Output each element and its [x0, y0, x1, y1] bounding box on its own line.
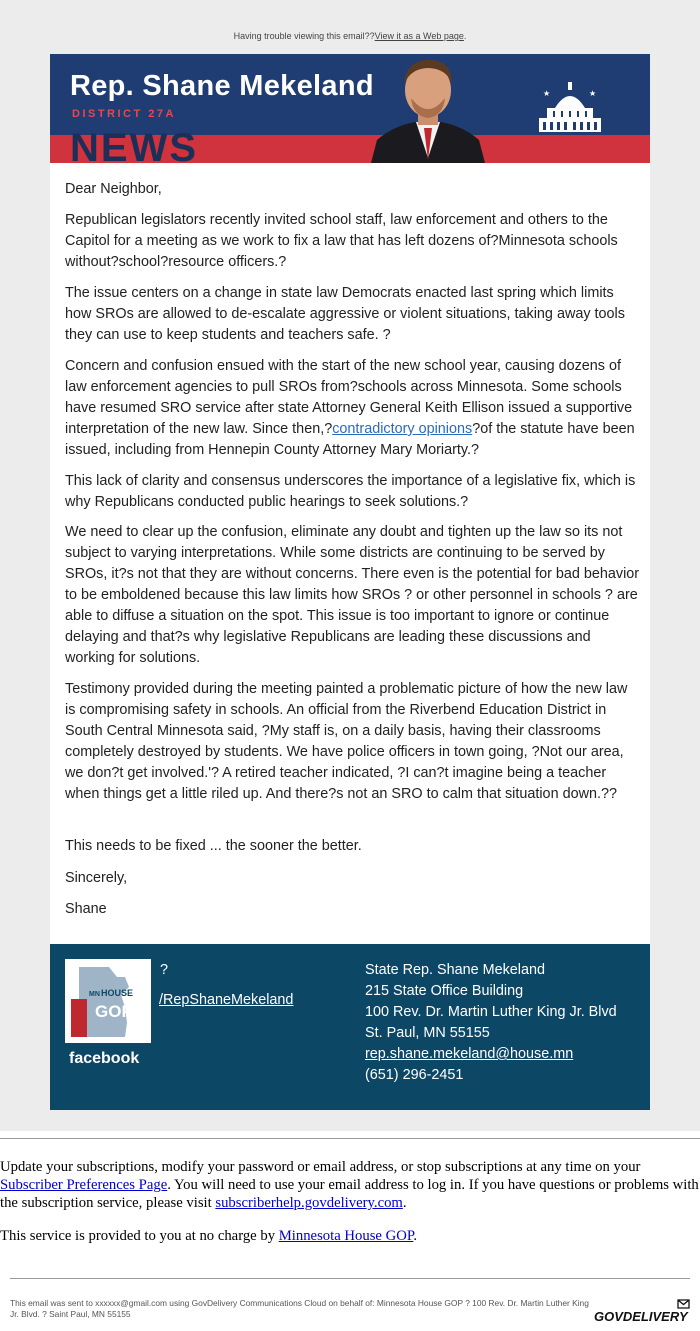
svg-text:★: ★: [589, 89, 597, 98]
envelope-icon: [678, 1300, 689, 1308]
service-text-end: .: [413, 1228, 418, 1244]
email-body: [50, 163, 650, 944]
paragraph-4: This lack of clarity and consensus underscores the importance of a legislative fix, which is why Republicans conducted public hearings to seek solutions.?: [65, 473, 636, 510]
facebook-question-mark: ?: [160, 962, 169, 978]
banner-news-word: NEWS: [70, 126, 198, 163]
divider-bottom: [10, 1278, 690, 1279]
contradictory-opinions-link[interactable]: contradictory opinions: [332, 421, 473, 437]
subscription-text-end: .: [402, 1195, 407, 1211]
greeting: Dear Neighbor,: [65, 181, 162, 197]
signature: Shane: [65, 901, 107, 917]
divider-top: [0, 1138, 700, 1139]
service-text: This service is provided to you at no charge by: [0, 1228, 279, 1244]
facebook-wordmark: facebook: [69, 1050, 140, 1067]
paragraph-5: We need to clear up the confusion, eliminate any doubt and tighten up the law so its not subject to varying interpretations. While some districts are continuing to be served by SROs, it?s not that they are without concerns. There even is the potential for bad behavior to be emboldened because this law limits how SROs ? or other personnel in schools ? are able to diffuse a situation on the spot. This issue is too important to ignore or continue delaying and that?s why legislative Republicans are leading these discussions and working for solutions.: [65, 524, 640, 666]
paragraph-3-text: Concern and confusion ensued with the start of the new school year, causing dozens of law enforcement agencies to pull SROs from?schools across Minnesota. Some schools have resumed SRO service after state Attorney General Keith Ellison issued a supportive interpretation of the new law. Since then,?: [65, 358, 633, 437]
office-address: [365, 960, 617, 1086]
banner-rep-name: Rep. Shane Mekeland: [70, 70, 374, 102]
paragraph-3: [65, 356, 640, 461]
view-online-suffix: .: [463, 31, 467, 41]
address-line-street: 100 Rev. Dr. Martin Luther King Jr. Blvd: [365, 1004, 617, 1020]
view-online-text: Having trouble viewing this email??: [233, 31, 375, 41]
view-online-note: [0, 31, 700, 41]
representative-portrait: [363, 54, 493, 163]
capitol-building-icon: [537, 82, 603, 134]
paragraph-6: Testimony provided during the meeting painted a problematic picture of how the new law is compromising safety in schools. An official from the Riverbend Education District in South Central Minnesota said, ?My staff is, on a daily basis, having their classrooms completely destroyed by students. We have police officers in town going, ?Not our area, we don?t get involved.'? A retired teacher indicated, ?I can?t imagine being a teacher when things get a little riled up. And there?s not an SRO to calm that situation down.??: [65, 681, 628, 802]
paragraph-1: Republican legislators recently invited school staff, law enforcement and others to the Capitol for a meeting as we work to fix a law that has left dozens of?Minnesota schools without?school?resource officers.?: [65, 212, 618, 270]
paragraph-2: The issue centers on a change in state law Democrats enacted last spring which limits how SROs are allowed to de-escalate aggressive or violent situations, taking away tools they can use to keep students and teachers safe. ?: [65, 285, 625, 343]
address-line-building: 215 State Office Building: [365, 983, 524, 999]
minnesota-house-gop-link[interactable]: Minnesota House GOP: [278, 1228, 414, 1244]
service-notice: [0, 1227, 700, 1245]
paragraph-3-text-end: ?of the statute have been issued, including from Hennepin County Attorney Mary Moriarty.?: [65, 421, 635, 458]
facebook-page-logo[interactable]: [65, 959, 151, 1071]
logo-house-text: HOUSE: [101, 988, 134, 998]
address-line-name: State Rep. Shane Mekeland: [365, 962, 546, 978]
address-line-city: St. Paul, MN 55155: [365, 1025, 490, 1041]
facebook-handle-link[interactable]: /RepShaneMekeland: [159, 992, 294, 1008]
closing: Sincerely,: [65, 870, 128, 886]
subscription-text: Update your subscriptions, modify your password or email address, or stop subscriptions at any time on your: [0, 1159, 641, 1175]
phone-number: (651) 296-2451: [365, 1067, 464, 1083]
email-link[interactable]: rep.shane.mekeland@house.mn: [365, 1046, 574, 1062]
newsletter-banner: [50, 54, 650, 163]
paragraph-7: This needs to be fixed ... the sooner the better.: [65, 838, 362, 854]
subscriberhelp-link[interactable]: subscriberhelp.govdelivery.com: [215, 1195, 403, 1211]
subscriber-preferences-link[interactable]: Subscriber Preferences Page: [0, 1177, 168, 1193]
contact-footer: [50, 944, 650, 1110]
view-as-web-page-link[interactable]: View it as a Web page: [374, 31, 464, 41]
subscription-info: [0, 1158, 700, 1212]
logo-gop-text: GOP: [95, 1002, 133, 1021]
logo-mn-text: MN: [89, 991, 100, 998]
govdelivery-logo[interactable]: [592, 1298, 692, 1324]
svg-text:★: ★: [543, 89, 551, 98]
subscription-text-2: . You will need to use your email address to log in. If you have questions or problems with the subscription service, please visit: [0, 1177, 699, 1211]
legal-notice: This email was sent to xxxxxx@gmail.com using GovDelivery Communications Cloud on behalf of: Minnesota House GOP ? 100 Rev. Dr. Martin Luther King Jr. Blvd. ? Saint Paul, MN 55155: [10, 1298, 589, 1319]
banner-district: DISTRICT 27A: [72, 108, 176, 120]
govdelivery-wordmark: GOVDELIVERY: [594, 1309, 688, 1324]
